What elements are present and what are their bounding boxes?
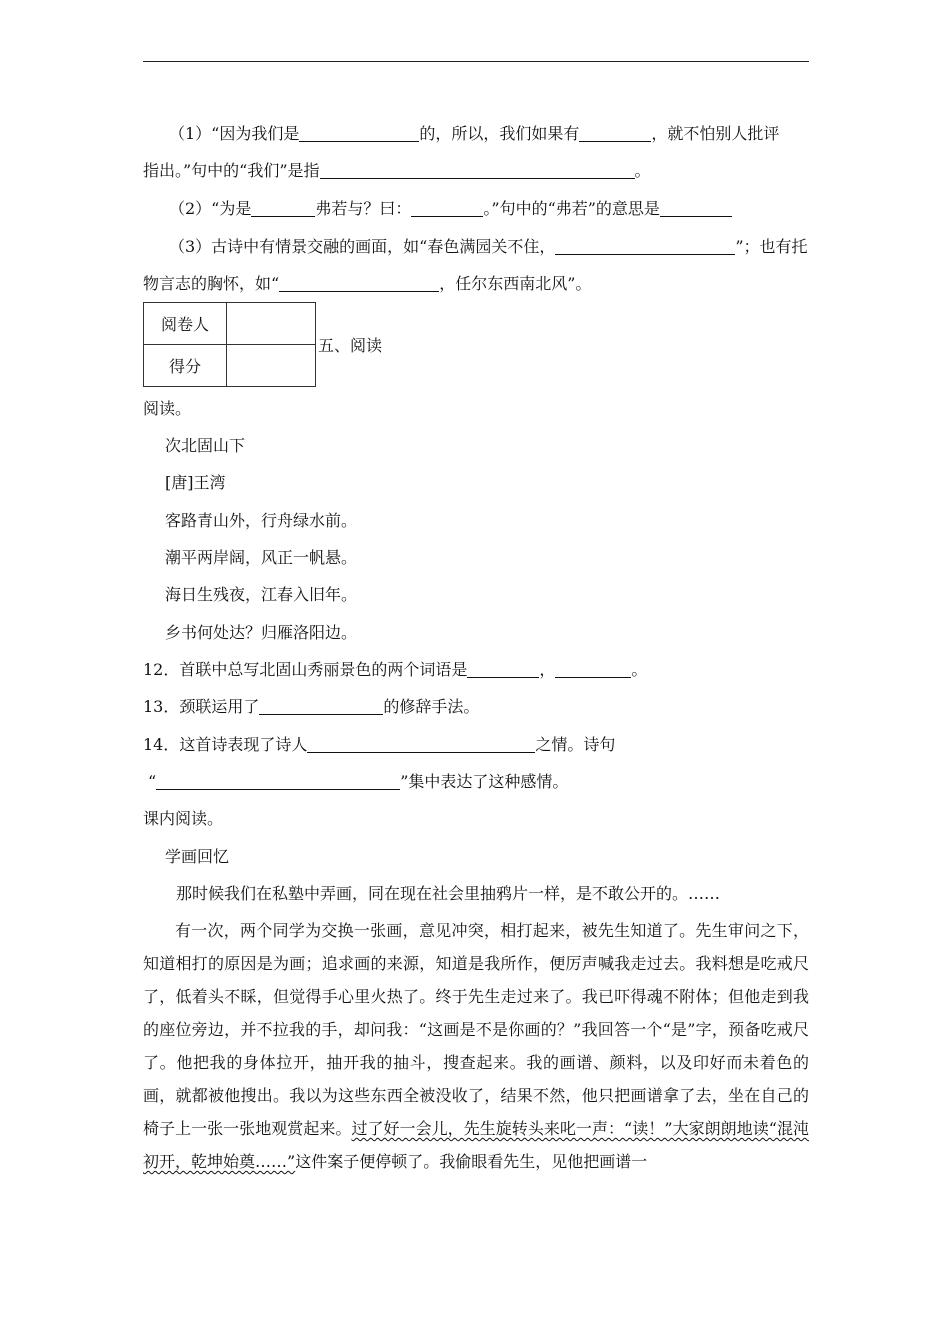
reading-title: 学画回忆 — [165, 847, 230, 866]
answer-blank[interactable] — [251, 200, 315, 217]
poem-line: 客路青山外，行舟绿水前。 — [165, 511, 358, 530]
header-rule — [143, 61, 809, 62]
text: “ — [148, 772, 157, 791]
poem-line: 潮平两岸阔，风正一帆悬。 — [165, 548, 358, 567]
fill-line-4 — [143, 237, 809, 257]
fill-line-2 — [143, 161, 809, 181]
text: ， — [539, 660, 556, 679]
reading-paragraph-1: 那时候我们在私塾中弄画，同在现在社会里抽鸦片一样，是不敢公开的。…… — [176, 884, 721, 903]
text: （1）“因为我们是 — [169, 124, 300, 143]
text: 。 — [631, 660, 648, 679]
poem-line: 海日生残夜，江春入旧年。 — [165, 585, 358, 604]
answer-blank[interactable] — [259, 698, 383, 715]
text: ”集中表达了这种感情。 — [400, 772, 569, 791]
text: （2）“为是 — [169, 199, 252, 218]
answer-blank[interactable] — [660, 200, 732, 217]
reading-intro: 课内阅读。 — [143, 809, 224, 828]
question-14 — [143, 735, 809, 755]
score-label: 得分 — [144, 345, 227, 387]
text: 这件案子便停顿了。我偷眼看先生，见他把画谱一 — [295, 1152, 648, 1171]
reviewer-cell[interactable] — [227, 303, 316, 345]
text: ”；也有托 — [735, 237, 808, 256]
text: 。”句中的“弗若”的意思是 — [483, 199, 660, 218]
answer-blank[interactable] — [579, 125, 651, 142]
text: 弗若与？曰： — [315, 199, 412, 218]
text: 12．首联中总写北固山秀丽景色的两个词语是 — [143, 660, 468, 679]
text: 之情。诗句 — [535, 735, 616, 754]
poem-title: 次北固山下 — [165, 436, 246, 455]
answer-blank[interactable] — [555, 661, 631, 678]
section-title: 五、阅读 — [318, 336, 383, 355]
text: 的修辞手法。 — [383, 697, 480, 716]
answer-blank[interactable] — [279, 275, 439, 292]
text: ，任尔东西南北风”。 — [439, 274, 592, 293]
question-13 — [143, 697, 809, 717]
reviewer-label: 阅卷人 — [144, 303, 227, 345]
underlined-sentence: 过了好一会儿，先生旋转头来叱一声：“读！”大家朗朗地读“混沌初开，乾坤始奠……” — [143, 1119, 809, 1171]
poem-intro: 阅读。 — [143, 399, 192, 418]
poem-line: 乡书何处达？归雁洛阳边。 — [165, 623, 358, 642]
text: 指出。”句中的“我们”是指 — [143, 161, 320, 180]
question-12 — [143, 660, 809, 680]
text: ，就不怕别人批评 — [651, 124, 780, 143]
text: 物言志的胸怀，如“ — [143, 274, 280, 293]
answer-blank[interactable] — [467, 661, 539, 678]
answer-blank[interactable] — [307, 736, 535, 753]
answer-blank[interactable] — [299, 125, 419, 142]
answer-blank[interactable] — [156, 773, 400, 790]
text: 13．颈联运用了 — [143, 697, 260, 716]
text: 。 — [634, 161, 651, 180]
fill-line-1 — [143, 124, 809, 144]
answer-blank[interactable] — [320, 162, 635, 179]
text: 14．这首诗表现了诗人 — [143, 735, 308, 754]
fill-line-3 — [143, 199, 809, 219]
poem-author: [唐]王湾 — [165, 473, 226, 492]
question-14-quote — [148, 772, 814, 792]
answer-blank[interactable] — [411, 200, 483, 217]
text: 的，所以，我们如果有 — [419, 124, 580, 143]
score-cell[interactable] — [227, 345, 316, 387]
fill-line-5 — [143, 274, 809, 294]
text: （3）古诗中有情景交融的画面，如“春色满园关不住， — [169, 237, 556, 256]
reading-paragraph-2 — [143, 914, 809, 1178]
text: 有一次，两个同学为交换一张画，意见冲突，相打起来，被先生知道了。先生审问之下，知道相打的原因是为画；追求画的来源，知道是我所作，便厉声喊我走过去。我料想是吃戒尺了，低着头不睬，但觉得手心里火热了。终于先生走过来了。我已吓得魂不附体；但他走到我的座位旁边，并不拉我的手，却问我：“这画是不是你画的？”我回答一个“是”字，预备吃戒尺了。他把我的身体拉开，抽开我的抽斗，搜查起来。我的画谱、颜料，以及印好而未着色的画，就都被他搜出。我以为这些东西全被没收了，结果不然，他只把画谱拿了去，坐在自己的椅子上一张一张地观赏起来。 — [143, 921, 809, 1138]
answer-blank[interactable] — [555, 238, 735, 255]
score-table — [143, 302, 316, 387]
